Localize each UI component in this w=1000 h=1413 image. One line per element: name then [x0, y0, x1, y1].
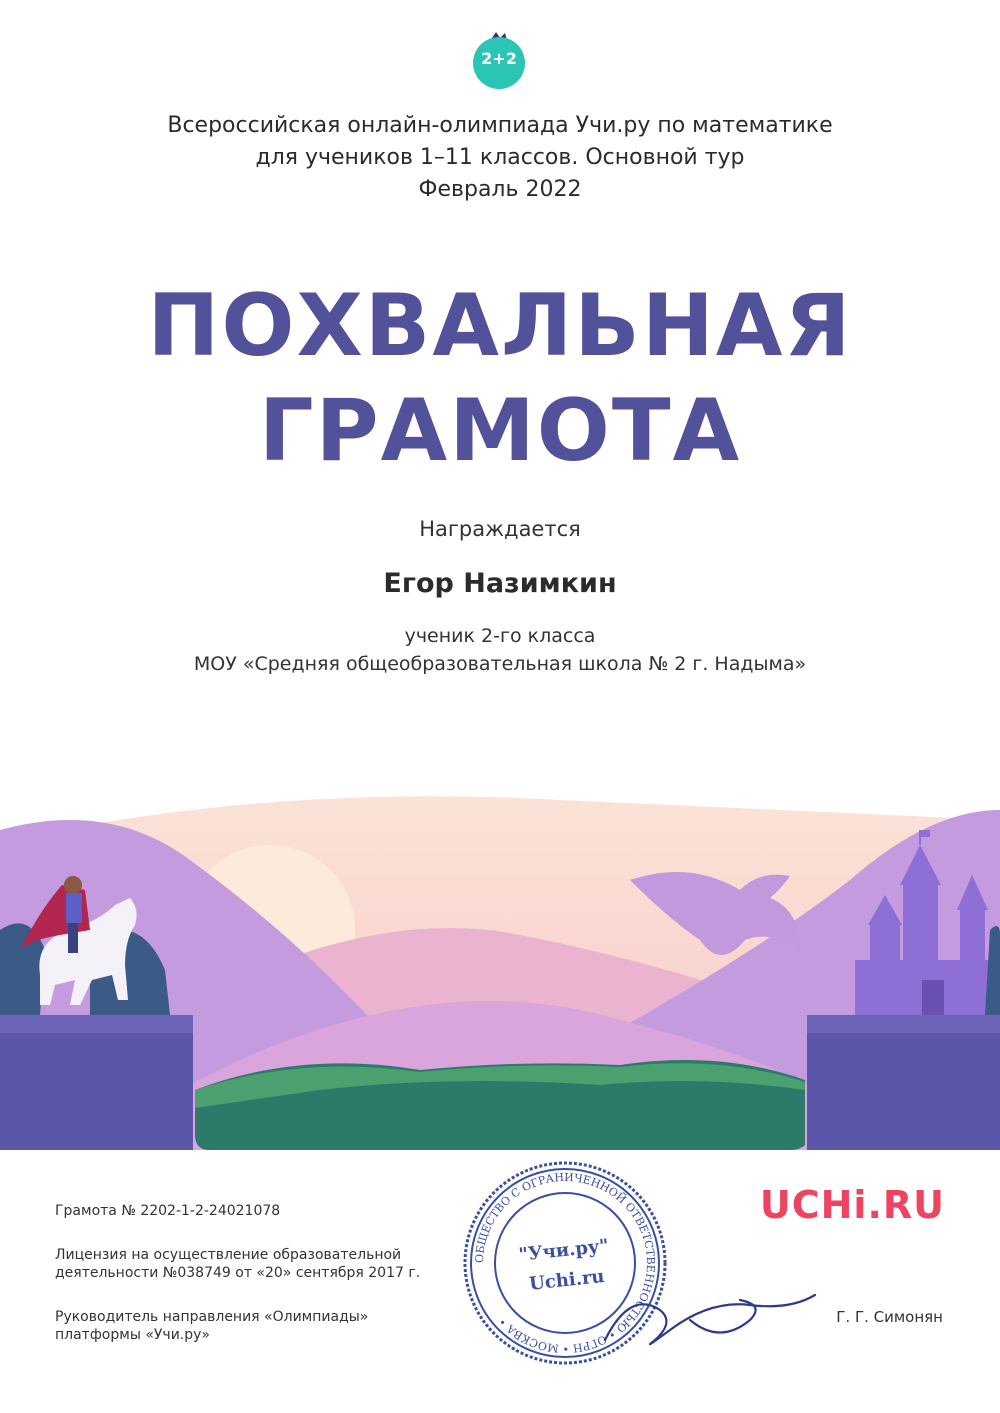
left-cliff — [0, 1015, 193, 1150]
logo-text: 2+2 — [481, 49, 517, 68]
license-line-1: Лицензия на осуществление образовательной — [55, 1247, 402, 1263]
uchi-ru-logo: UCHi.RU — [759, 1183, 945, 1227]
stamp-center-line-2: Uchi.ru — [528, 1266, 606, 1295]
olympiad-title-line-2: для учеников 1–11 классов. Основной тур — [255, 145, 745, 170]
stamp-ring-text: ОБЩЕСТВО С ОГРАНИЧЕННОЙ ОТВЕТСТВЕННОСТЬЮ • ОГРН • МОСКВА • — [472, 1170, 658, 1356]
olympiad-date: Февраль 2022 — [418, 177, 582, 202]
recipient-school: МОУ «Средняя общеобразовательная школа № 2 г. Надыма» — [193, 653, 807, 675]
olympiad-title-line-1: Всероссийская онлайн-олимпиада Учи.ру по математике — [167, 113, 833, 138]
awarded-label: Награждается — [419, 517, 581, 541]
right-cliff — [807, 1015, 1000, 1150]
certificate-number: Грамота № 2202-1-2-24021078 — [55, 1203, 281, 1219]
signer-name: Г. Г. Симонян — [836, 1308, 943, 1326]
license-line-2: деятельности №038749 от «20» сентября 2017 г. — [55, 1265, 421, 1281]
certificate-title-line-2: ГРАМОТА — [258, 381, 742, 481]
signature — [600, 1260, 820, 1370]
stamp-center-line-1: "Учи.ру" — [517, 1235, 610, 1266]
head-title-line-1: Руководитель направления «Олимпиады» — [55, 1309, 369, 1325]
recipient-name: Егор Назимкин — [383, 568, 617, 599]
certificate-title-line-1: ПОХВАЛЬНАЯ — [147, 276, 853, 376]
fairytale-illustration — [0, 790, 1000, 1150]
recipient-grade: ученик 2-го класса — [404, 625, 596, 647]
head-title-line-2: платформы «Учи.ру» — [55, 1327, 210, 1343]
